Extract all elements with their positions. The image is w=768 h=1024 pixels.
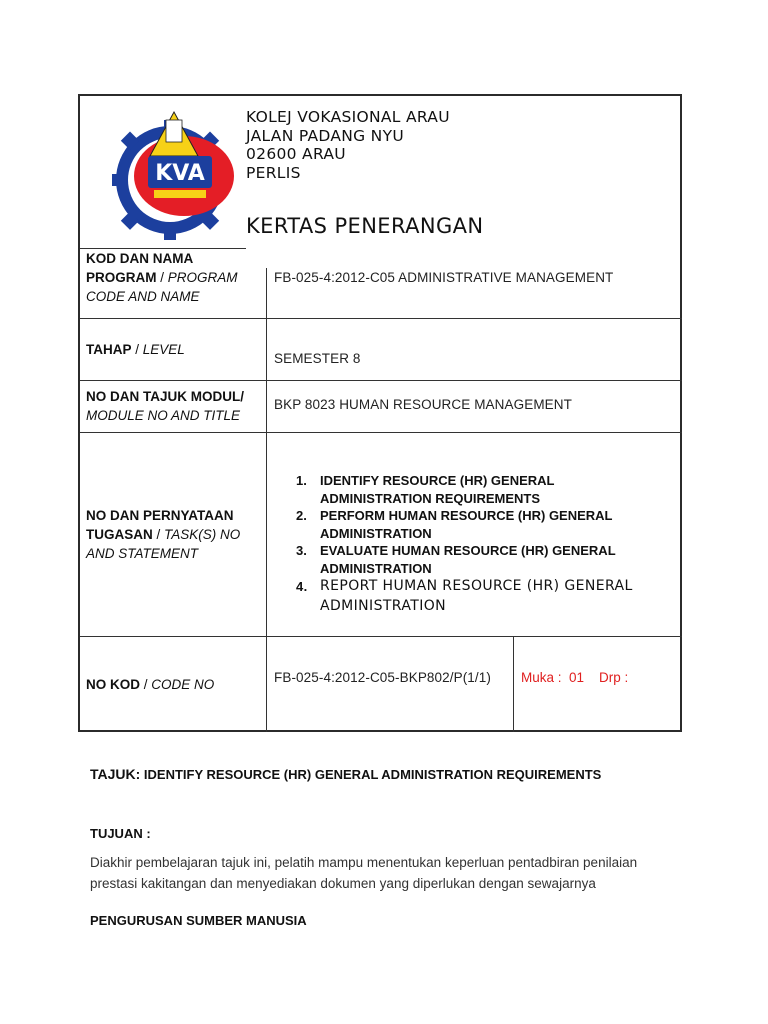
code-no-label: NO KOD / CODE NO [86, 677, 215, 692]
logo-text: KVA [155, 161, 205, 186]
list-item: 4. REPORT HUMAN RESOURCE (HR) GENERAL ADMINISTRATION [296, 578, 633, 614]
list-item: 3. EVALUATE HUMAN RESOURCE (HR) GENERAL ADMINISTRATION [296, 543, 616, 576]
kva-college-logo-icon [104, 104, 244, 244]
document-title: KERTAS PENERANGAN [246, 214, 484, 238]
address-line: JALAN PADANG NYU [246, 126, 404, 145]
table-divider [80, 318, 682, 319]
list-item: 2. PERFORM HUMAN RESOURCE (HR) GENERAL ADMINISTRATION [296, 508, 613, 541]
address-line: 02600 ARAU [246, 145, 346, 163]
table-divider [80, 636, 682, 637]
task-statement-label: NO DAN PERNYATAAN TUGASAN / TASK(S) NO AND STATEMENT [86, 508, 241, 561]
module-value: BKP 8023 HUMAN RESOURCE MANAGEMENT [274, 397, 572, 412]
level-value: SEMESTER 8 [274, 351, 361, 366]
program-code-value: FB-025-4:2012-C05 ADMINISTRATIVE MANAGEMENT [274, 270, 614, 285]
section-heading: PENGURUSAN SUMBER MANUSIA [90, 913, 307, 928]
address-line: PERLIS [246, 163, 301, 182]
table-column-divider [513, 636, 514, 732]
level-label: TAHAP / LEVEL [86, 342, 185, 357]
program-code-label: KOD DAN NAMA PROGRAM / PROGRAM CODE AND NAME [86, 251, 238, 304]
tajuk-heading: TAJUK: IDENTIFY RESOURCE (HR) GENERAL ADMINISTRATION REQUIREMENTS [90, 766, 602, 782]
page-number-info: Muka : 01 Drp : [521, 670, 629, 685]
task-list [296, 472, 666, 616]
code-no-value: FB-025-4:2012-C05-BKP802/P(1/1) [274, 670, 491, 685]
table-column-divider [266, 268, 267, 732]
college-address [246, 108, 450, 182]
tujuan-paragraph: Diakhir pembelajaran tajuk ini, pelatih mampu menentukan keperluan pentadbiran penilaian prestasi kakitangan dan menyediakan dokumen yang diperlukan dengan sewajarnya [90, 855, 638, 891]
table-divider [80, 380, 682, 381]
tujuan-heading: TUJUAN : [90, 826, 151, 841]
module-label: NO DAN TAJUK MODUL/ MODULE NO AND TITLE [86, 389, 244, 423]
list-item: 1. IDENTIFY RESOURCE (HR) GENERAL ADMINISTRATION REQUIREMENTS [296, 473, 555, 506]
table-divider [80, 432, 682, 433]
address-line: KOLEJ VOKASIONAL ARAU [246, 108, 450, 126]
